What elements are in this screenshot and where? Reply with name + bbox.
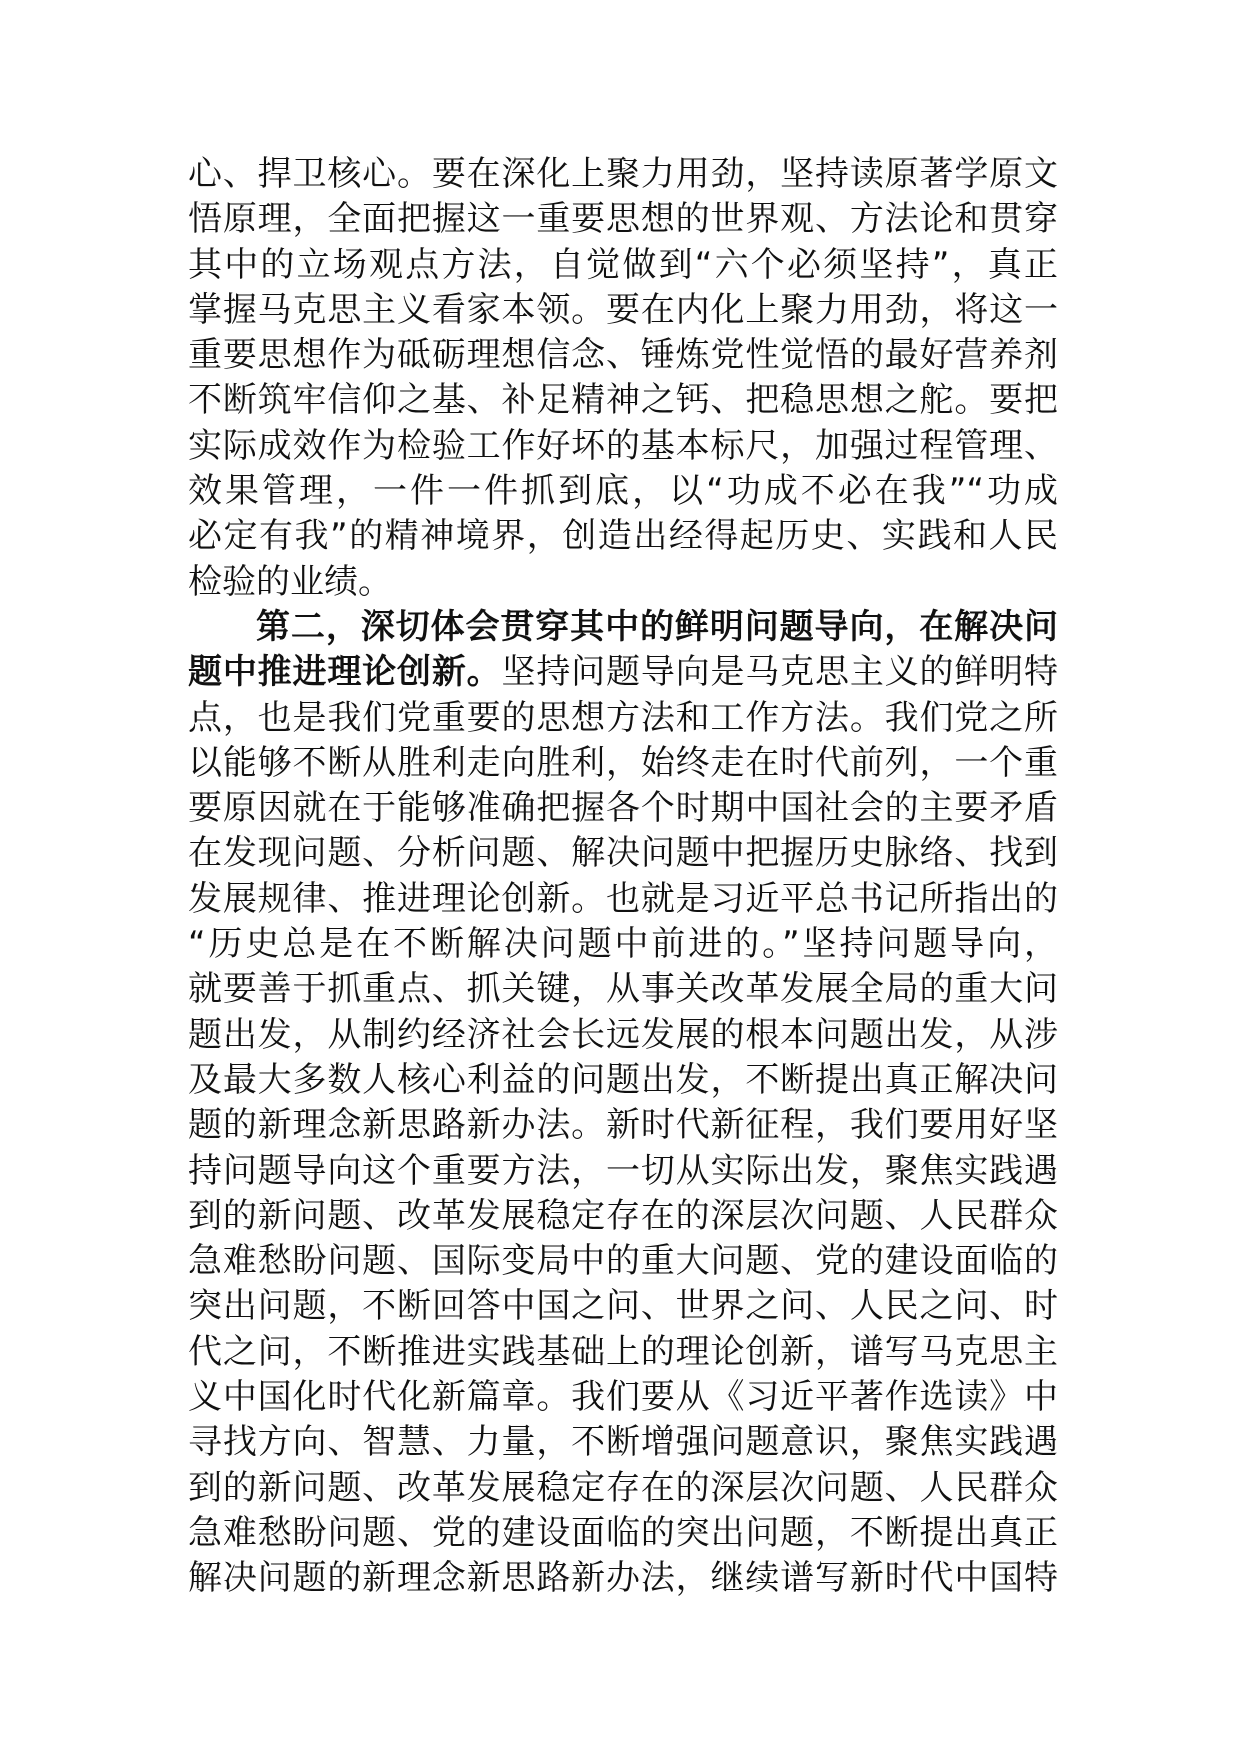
- text-line: 掌握马克思主义看家本领。要在内化上聚力用劲，将这一: [188, 289, 1058, 330]
- text-line: 题的新理念新思路新办法。新时代新征程，我们要用好坚: [188, 1105, 1058, 1146]
- text-line: 就要善于抓重点、抓关键，从事关改革发展全局的重大问: [188, 969, 1058, 1010]
- text-line: 突出问题，不断回答中国之问、世界之问、人民之问、时: [188, 1286, 1058, 1327]
- text-line: 其中的立场观点方法，自觉做到“六个必须坚持”，真正: [188, 244, 1058, 285]
- section-heading: 题中推进理论创新。: [188, 652, 502, 693]
- text-line: 悟原理，全面把握这一重要思想的世界观、方法论和贯穿: [188, 199, 1058, 240]
- text-line: 不断筑牢信仰之基、补足精神之钙、把稳思想之舵。要把: [188, 380, 1058, 421]
- text-line: 急难愁盼问题、党的建设面临的突出问题，不断提出真正: [188, 1512, 1058, 1553]
- text-line: 到的新问题、改革发展稳定存在的深层次问题、人民群众: [188, 1195, 1058, 1236]
- text-line: 解决问题的新理念新思路新办法，继续谱写新时代中国特: [188, 1558, 1058, 1599]
- text-line: 检验的业绩。: [188, 561, 392, 602]
- text-line: 在发现问题、分析问题、解决问题中把握历史脉络、找到: [188, 833, 1058, 874]
- text-line: 代之问，不断推进实践基础上的理论创新，谱写马克思主: [188, 1331, 1058, 1372]
- text-line: 以能够不断从胜利走向胜利，始终走在时代前列，一个重: [188, 742, 1058, 783]
- text-line: 寻找方向、智慧、力量，不断增强问题意识，聚焦实践遇: [188, 1422, 1058, 1463]
- body-text: [188, 152, 1058, 1602]
- section-heading: 第二，深切体会贯穿其中的鲜明问题导向，在解决问: [256, 606, 1058, 647]
- text-line: 实际成效作为检验工作好坏的基本标尺，加强过程管理、: [188, 425, 1058, 466]
- text-line: 重要思想作为砥砺理想信念、锤炼党性觉悟的最好营养剂: [188, 335, 1058, 376]
- text-line: 发展规律、推进理论创新。也就是习近平总书记所指出的: [188, 878, 1058, 919]
- text-line: “历史总是在不断解决问题中前进的。”坚持问题导向，: [188, 924, 1058, 965]
- text-line: 义中国化时代化新篇章。我们要从《习近平著作选读》中: [188, 1377, 1058, 1418]
- text-line: 及最大多数人核心利益的问题出发，不断提出真正解决问: [188, 1059, 1058, 1100]
- text-line: 要原因就在于能够准确把握各个时期中国社会的主要矛盾: [188, 788, 1058, 829]
- text-line: 到的新问题、改革发展稳定存在的深层次问题、人民群众: [188, 1467, 1058, 1508]
- text-line: 效果管理，一件一件抓到底，以“功成不必在我”“功成: [188, 471, 1058, 512]
- text-line: 必定有我”的精神境界，创造出经得起历史、实践和人民: [188, 516, 1058, 557]
- text-line: 心、捍卫核心。要在深化上聚力用劲，坚持读原著学原文: [188, 154, 1058, 194]
- text-line: 持问题导向这个重要方法，一切从实际出发，聚焦实践遇: [188, 1150, 1058, 1191]
- section-heading-line: [188, 605, 1058, 650]
- text-line: 点，也是我们党重要的思想方法和工作方法。我们党之所: [188, 697, 1058, 738]
- text-line: 题出发，从制约经济社会长远发展的根本问题出发，从涉: [188, 1014, 1058, 1055]
- section-heading-line: 题中推进理论创新。坚持问题导向是马克思主义的鲜明特: [188, 652, 1058, 693]
- text-line: 急难愁盼问题、国际变局中的重大问题、党的建设面临的: [188, 1241, 1058, 1282]
